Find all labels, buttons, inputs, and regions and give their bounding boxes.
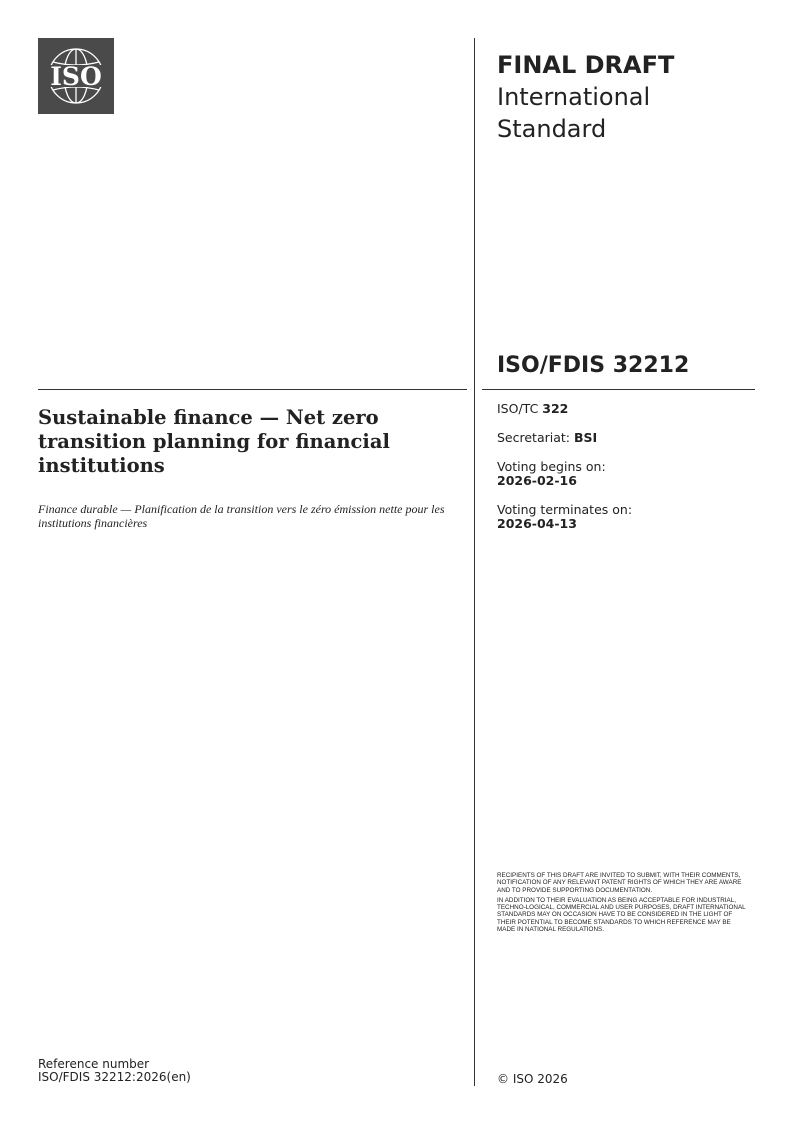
reference-block — [38, 1058, 191, 1084]
secretariat-value: BSI — [573, 430, 598, 445]
document-title: Sustainable finance — Net zero transition planning for financial institutions — [38, 406, 390, 477]
document-number: ISO/FDIS 32212 — [497, 353, 690, 378]
voting-begins-date: 2026-02-16 — [497, 473, 577, 488]
voting-terminates-label: Voting terminates on: — [497, 502, 633, 517]
left-rule — [38, 389, 467, 390]
technical-committee — [497, 402, 757, 416]
voting-terminates — [497, 503, 757, 531]
right-rule — [482, 389, 755, 390]
tc-value: 322 — [542, 401, 569, 416]
vertical-divider — [474, 38, 475, 1086]
draft-notice — [497, 872, 747, 936]
status-standard: Standard — [497, 115, 607, 143]
secretariat — [497, 431, 757, 445]
iso-logo — [38, 38, 114, 114]
notice-evaluation: IN ADDITION TO THEIR EVALUATION AS BEING ACCEPTABLE FOR INDUSTRIAL, TECHNO-LOGICAL, COMMERCIAL AND USER PURPOSES, DRAFT INTERNATIONAL STANDARDS MAY ON OCCASION HAVE TO BE CONSIDERED IN THE LIGHT OF THEIR POTENTIAL TO BECOME STANDARDS TO WHICH REFERENCE MAY BE MADE IN NATIONAL REGULATIONS. — [497, 896, 746, 934]
voting-begins — [497, 460, 757, 488]
document-status — [497, 49, 757, 145]
notice-patent-rights: RECIPIENTS OF THIS DRAFT ARE INVITED TO SUBMIT, WITH THEIR COMMENTS, NOTIFICATION OF ANY RELEVANT PATENT RIGHTS OF WHICH THEY ARE AWARE AND TO PROVIDE SUPPORTING DOCUMENTATION. — [497, 872, 742, 894]
document-subtitle-french: Finance durable — Planification de la transition vers le zéro émission nette pour les institutions financières — [38, 502, 445, 530]
status-final-draft: FINAL DRAFT — [497, 51, 675, 79]
status-international: International — [497, 83, 651, 111]
copyright: © ISO 2026 — [497, 1072, 568, 1086]
iso-globe-logo-icon — [38, 38, 114, 114]
voting-terminates-date: 2026-04-13 — [497, 516, 577, 531]
voting-begins-label: Voting begins on: — [497, 459, 606, 474]
tc-label: ISO/TC — [497, 401, 543, 416]
reference-number: ISO/FDIS 32212:2026(en) — [38, 1070, 191, 1084]
reference-label: Reference number — [38, 1057, 150, 1071]
secretariat-label: Secretariat: — [497, 430, 574, 445]
iso-logo-text: ISO — [50, 62, 102, 91]
